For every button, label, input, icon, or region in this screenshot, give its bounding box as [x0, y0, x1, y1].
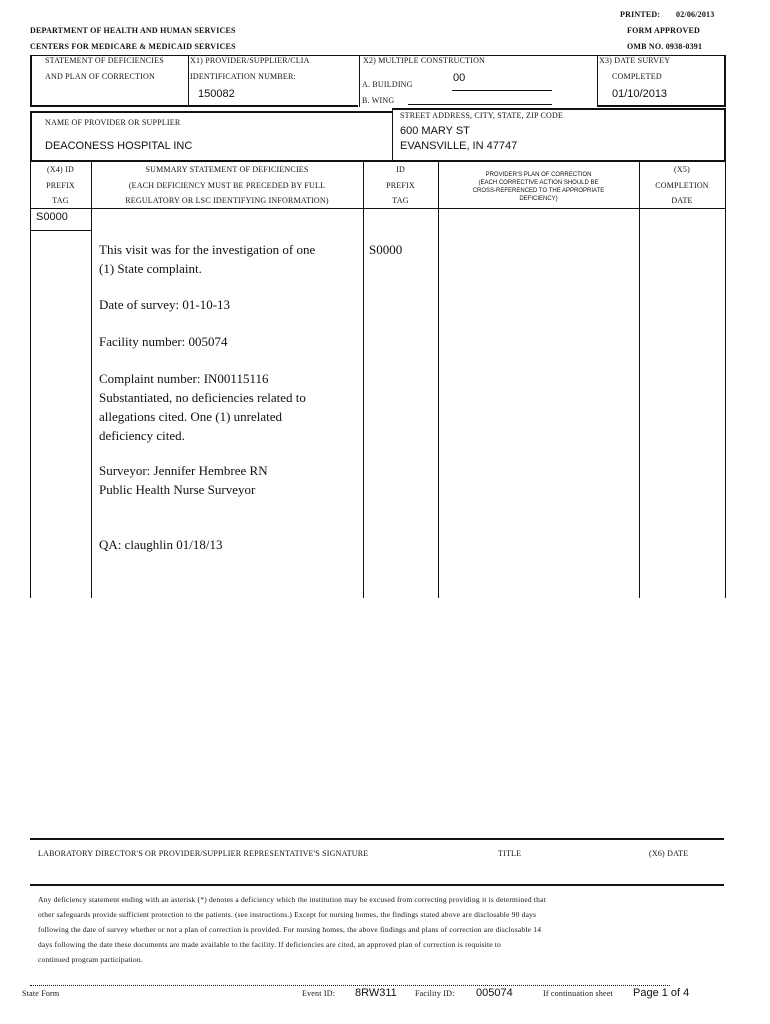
x3-divider	[597, 55, 598, 107]
col-divider-4	[639, 162, 640, 598]
state-form-label: State Form	[22, 989, 60, 998]
printed-date: 02/06/2013	[676, 10, 715, 19]
printed-label: PRINTED:	[620, 10, 661, 19]
statement-line1: STATEMENT OF DEFICIENCIES	[45, 56, 164, 65]
x1-label-line1: X1) PROVIDER/SUPPLIER/CLIA	[190, 56, 310, 65]
column-header-bottom	[30, 208, 726, 209]
provider-box-top-left	[30, 111, 392, 113]
x1-divider	[188, 55, 189, 107]
wing-underline	[408, 104, 552, 105]
address-line1: 600 MARY ST	[400, 125, 470, 137]
title-label: TITLE	[498, 849, 522, 858]
summary-header-line1: SUMMARY STATEMENT OF DEFICIENCIES	[145, 165, 309, 174]
provider-box-left-border	[30, 111, 32, 161]
table-right-border	[725, 162, 726, 598]
footer-rule	[30, 985, 670, 986]
x1-box-bottom	[188, 105, 358, 107]
x4-header-line3: TAG	[52, 196, 69, 205]
facility-id-label: Facility ID:	[415, 989, 455, 998]
col-divider-2	[363, 162, 364, 598]
table-left-border	[30, 162, 31, 598]
building-label: A. BUILDING	[362, 80, 413, 89]
provider-name-label: NAME OF PROVIDER OR SUPPLIER	[45, 118, 181, 127]
facility-id-value: 005074	[476, 987, 513, 999]
prefix-tag-underline	[30, 230, 91, 231]
disclaimer-text: Any deficiency statement ending with an asterisk (*) denotes a deficiency which the institution may be excused from correcting providing it is determined that other safeguards provide sufficient protection to the patients. (see instructions.) Except for nursing homes, the findings stated above are disclosable 90 days following the date of survey whether or not a plan of correction is provided. For nursing homes, the above findings and plans of correction are disclosable 14 days following the date these documents are made available to the facility. If deficiencies are cited, an approved plan of correction is requisite to continued program participation.	[38, 895, 546, 964]
top-box-right-border	[724, 55, 726, 107]
top-box-left-border	[30, 55, 32, 107]
x2-label: X2) MULTIPLE CONSTRUCTION	[363, 56, 486, 65]
x5-header-line3: DATE	[671, 196, 693, 205]
plan-header-line3: CROSS-REFERENCED TO THE APPROPRIATE	[472, 188, 605, 194]
date-label: (X6) DATE	[649, 849, 689, 858]
plan-header-line4: DEFICIENCY)	[519, 196, 558, 202]
address-label: STREET ADDRESS, CITY, STATE, ZIP CODE	[400, 111, 564, 120]
deficiency-paragraph: Surveyor: Jennifer Hembree RN Public Health Nurse Surveyor	[99, 463, 268, 497]
page-number: Page 1 of 4	[633, 987, 690, 999]
x4-header-line2: PREFIX	[46, 181, 75, 190]
building-underline	[452, 90, 552, 91]
id-header-line3: TAG	[392, 196, 409, 205]
summary-header-line3: REGULATORY OR LSC IDENTIFYING INFORMATION)	[125, 196, 329, 205]
x5-header-line2: COMPLETION	[655, 181, 709, 190]
deficiency-paragraph: This visit was for the investigation of one (1) State complaint.	[99, 242, 316, 276]
x3-box-bottom	[597, 105, 726, 107]
continuation-label: If continuation sheet	[543, 989, 613, 998]
provider-box-right-border	[724, 108, 726, 161]
provider-name-value: DEACONESS HOSPITAL INC	[45, 140, 193, 152]
event-id-label: Event ID:	[302, 989, 336, 998]
col-divider-1	[91, 162, 92, 598]
plan-header-line1: PROVIDER'S PLAN OF CORRECTION	[485, 172, 592, 178]
x3-label-line2: COMPLETED	[612, 72, 662, 81]
omb-number: OMB NO. 0938-0391	[627, 42, 703, 51]
id-header-line2: PREFIX	[386, 181, 415, 190]
survey-date-value: 01/10/2013	[612, 88, 668, 100]
plan-header-line2: (EACH CORRECTIVE ACTION SHOULD BE	[478, 180, 599, 186]
provider-id-value: 150082	[198, 88, 235, 100]
id-header-line1: ID	[396, 165, 405, 174]
form-approved: FORM APPROVED	[627, 26, 701, 35]
address-line2: EVANSVILLE, IN 47747	[400, 140, 518, 152]
signature-label: LABORATORY DIRECTOR'S OR PROVIDER/SUPPLIER REPRESENTATIVE'S SIGNATURE	[38, 849, 369, 858]
deficiency-paragraph: Complaint number: IN00115116 Substantiated, no deficiencies related to allegations cited. One (1) unrelated deficiency cited.	[99, 371, 306, 443]
x1-label-line2: IDENTIFICATION NUMBER:	[190, 72, 296, 81]
wing-label: B. WING	[362, 96, 395, 105]
signature-top-border	[30, 838, 724, 840]
prefix-tag: S0000	[36, 211, 68, 223]
deficiency-paragraph: Facility number: 005074	[99, 334, 228, 349]
col-divider-3	[438, 162, 439, 598]
deficiency-paragraph: Date of survey: 01-10-13	[99, 297, 231, 312]
id-tag: S0000	[369, 242, 403, 257]
x5-header-line1: (X5)	[674, 165, 690, 174]
x3-label-line1: X3) DATE SURVEY	[599, 56, 671, 65]
statement-box-bottom	[30, 105, 188, 107]
x2-divider	[359, 55, 360, 107]
provider-box-top-right	[392, 108, 726, 110]
summary-header-line2: (EACH DEFICIENCY MUST BE PRECEDED BY FULL	[128, 181, 326, 190]
centers-title: CENTERS FOR MEDICARE & MEDICAID SERVICES	[30, 42, 236, 51]
deficiency-paragraph: QA: claughlin 01/18/13	[99, 537, 223, 552]
signature-bottom-border	[30, 884, 724, 886]
provider-box-bottom	[30, 160, 726, 162]
building-value: 00	[453, 72, 466, 84]
statement-line2: AND PLAN OF CORRECTION	[45, 72, 155, 81]
provider-box-divider	[392, 108, 393, 161]
event-id-value: 8RW311	[355, 987, 397, 999]
x4-header-line1: (X4) ID	[47, 165, 74, 174]
department-title: DEPARTMENT OF HEALTH AND HUMAN SERVICES	[30, 26, 236, 35]
